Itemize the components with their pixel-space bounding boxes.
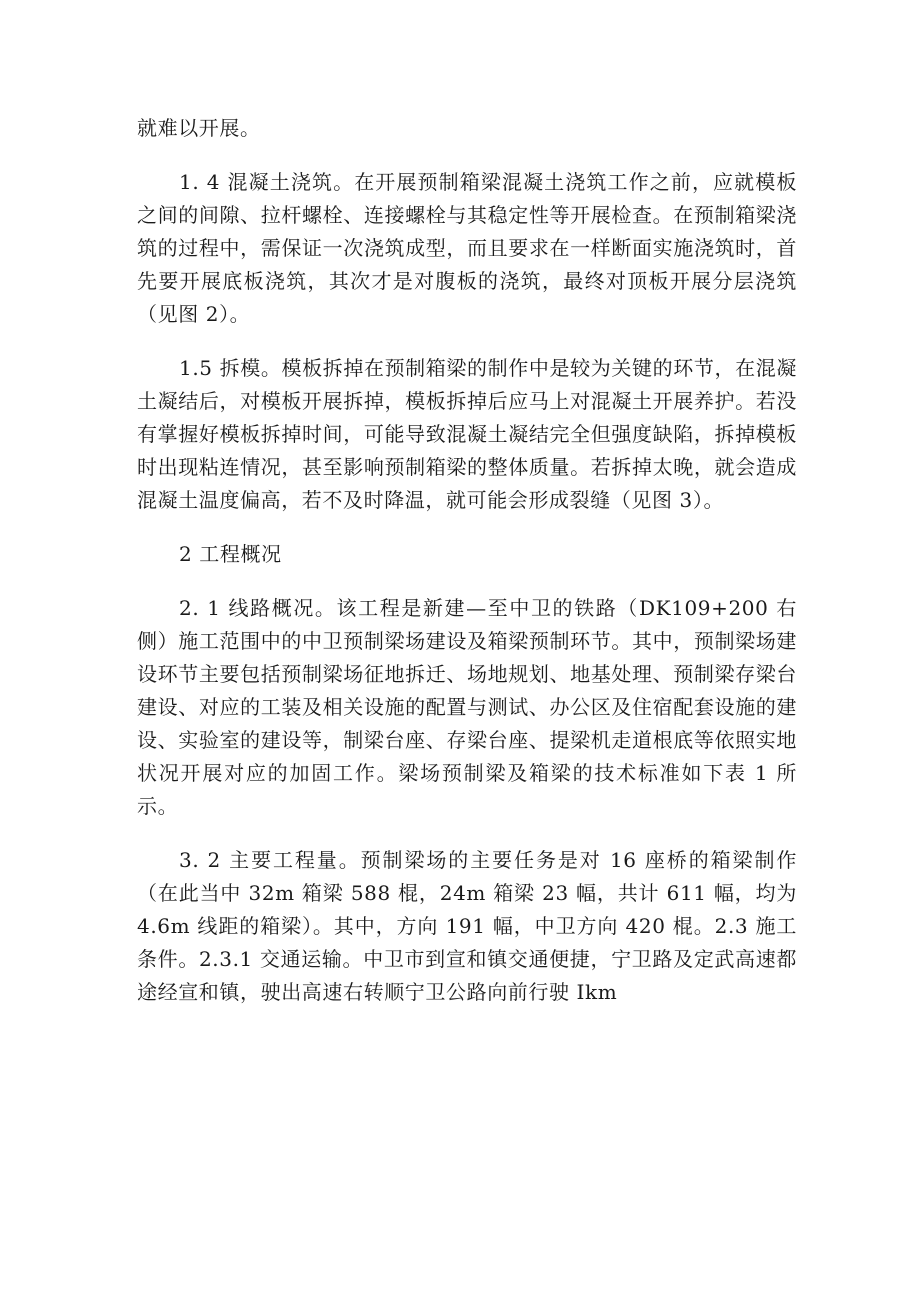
paragraph-line-overview: 2. 1 线路概况。该工程是新建—至中卫的铁路（DK109+200 右侧）施工范围中的中卫预制梁场建设及箱梁预制环节。其中，预制梁场建设环节主要包括预制梁场征地拆迁、场地规划、地基处理、预制梁存梁台建设、对应的工装及相关设施的配置与测试、办公区及住宿配套设施的建设、实验室的建设等，制梁台座、存梁台座、提梁机走道根底等依照实地状况开展对应的加固工作。梁场预制梁及箱梁的技术标准如下表 1 所示。 <box>137 596 797 818</box>
section-heading-project-overview: 2 工程概况 <box>179 542 282 566</box>
paragraph-concrete-pouring: 1. 4 混凝土浇筑。在开展预制箱梁混凝土浇筑工作之前，应就模板之间的间隙、拉杆螺栓、连接螺栓与其稳定性等开展检查。在预制箱梁浇筑的过程中，需保证一次浇筑成型，而且要求在一样断面实施浇筑时，首先要开展底板浇筑，其次才是对腹板的浇筑，最终对顶板开展分层浇筑（见图 2）。 <box>137 170 797 326</box>
body-text <box>137 112 797 1009</box>
paragraph-formwork-removal: 1.5 拆模。模板拆掉在预制箱梁的制作中是较为关键的环节，在混凝土凝结后，对模板开展拆掉，模板拆掉后应马上对混凝土开展养护。若没有掌握好模板拆掉时间，可能导致混凝土凝结完全但强度缺陷，拆掉模板时出现粘连情况，甚至影响预制箱梁的整体质量。若拆掉太晚，就会造成混凝土温度偏高，若不及时降温，就可能会形成裂缝（见图 3）。 <box>137 356 797 512</box>
paragraph-continuation: 就难以开展。 <box>137 116 261 140</box>
paragraph-main-quantities: 3. 2 主要工程量。预制梁场的主要任务是对 16 座桥的箱梁制作（在此当中 32m 箱梁 588 棍，24m 箱梁 23 幅，共计 611 幅，均为 4.6m 线距的箱梁）。其中，方向 191 幅，中卫方向 420 棍。2.3 施工条件。2.3.1 交通运输。中卫市到宣和镇交通便捷，宁卫路及定武高速都途经宣和镇，驶出高速右转顺宁卫公路向前行驶 Ikm <box>137 848 797 1004</box>
